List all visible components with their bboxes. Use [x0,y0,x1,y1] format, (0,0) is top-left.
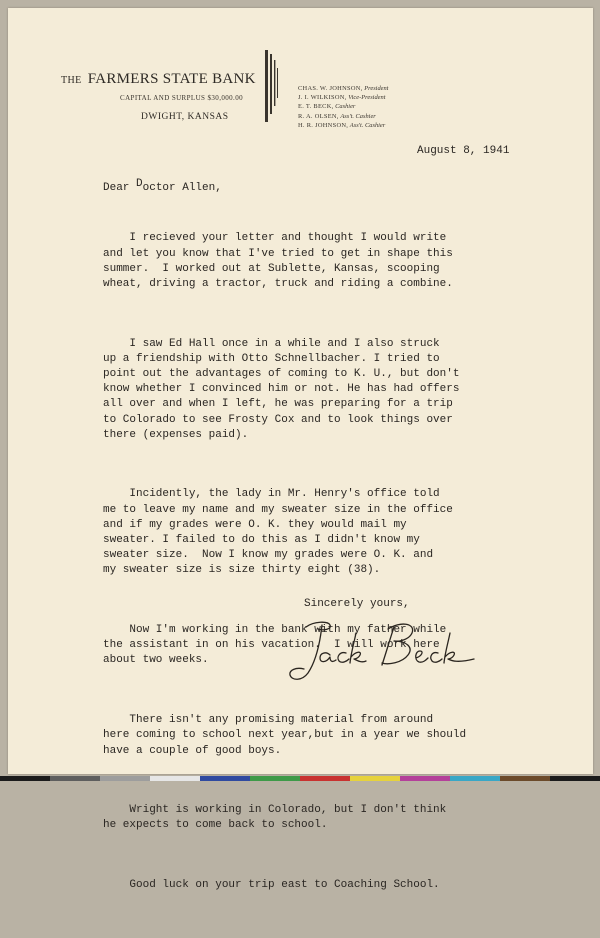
bank-name-prefix: THE [61,75,82,86]
body-paragraph: There isn't any promising material from around here coming to school next year,but in a year we should have a couple of good boys. [103,714,467,757]
scan-color-strip [0,776,600,781]
closing: Sincerely yours, [304,598,410,610]
officer-line [298,121,388,130]
salutation [103,178,222,194]
body-paragraph: Now I'm working in the bank with my father while the assistant in on his vacation. I will work here about two weeks. [103,624,447,667]
bank-city: DWIGHT, KANSAS [141,112,229,122]
salutation-initial: D [136,178,143,190]
body-paragraph: I recieved your letter and thought I would write and let you know that I've tried to get in shape this summer. I worked out at Sublette, Kansas, scooping wheat, driving a tractor, truck and riding a combine. [103,232,453,291]
officer-title: Ass't. Cashier [340,112,376,120]
body-paragraph: I saw Ed Hall once in a while and I also struck up a friendship with Otto Schnellbacher. I tried to point out the advantages of coming to K. U., but don't know whether I convinced him or not. He has had offers all over and when I left, he was preparing for a trip to Colorado to see Frosty Cox and to look things over there (expenses paid). [103,337,460,441]
bank-name-text: FARMERS STATE BANK [87,71,256,87]
handwritten-signature [284,613,484,688]
officer-name: J. I. WILKISON, [298,94,347,102]
officer-name: E. T. BECK, [298,103,334,111]
officer-title: Cashier [335,103,356,111]
officer-title: Vice-President [348,94,386,102]
officer-title: President [364,85,389,92]
letter-body [103,201,466,938]
officer-line [298,112,388,121]
officers-list [298,84,388,130]
letter-date: August 8, 1941 [417,145,510,157]
salutation-prefix: Dear [103,182,137,194]
officer-name: CHAS. W. JOHNSON, [298,85,363,92]
bank-name [61,71,256,88]
officer-name: R. A. OLSEN, [298,112,339,120]
officer-line [298,84,388,93]
officer-line [298,93,388,102]
body-paragraph: Incidently, the lady in Mr. Henry's office told me to leave my name and my sweater size in the office and if my grades were O. K. they would mail my sweater. I failed to do this as I didn't know my sweater size. Now I know my grades were O. K. and my sweater size is size thirty eight (38). [103,488,453,577]
officer-line [298,102,388,111]
body-paragraph: Wright is working in Colorado, but I don't think he expects to come back to school. [103,804,447,832]
officer-title: Ass't. Cashier [349,121,386,129]
officer-name: H. R. JOHNSON, [298,121,349,129]
salutation-rest: octor Allen, [142,182,222,194]
letterhead [8,8,593,128]
bank-logo-icon [263,50,281,122]
bank-capital: CAPITAL AND SURPLUS $30,000.00 [120,94,243,102]
body-paragraph: Good luck on your trip east to Coaching School. [103,878,440,891]
letter-page [8,8,593,891]
